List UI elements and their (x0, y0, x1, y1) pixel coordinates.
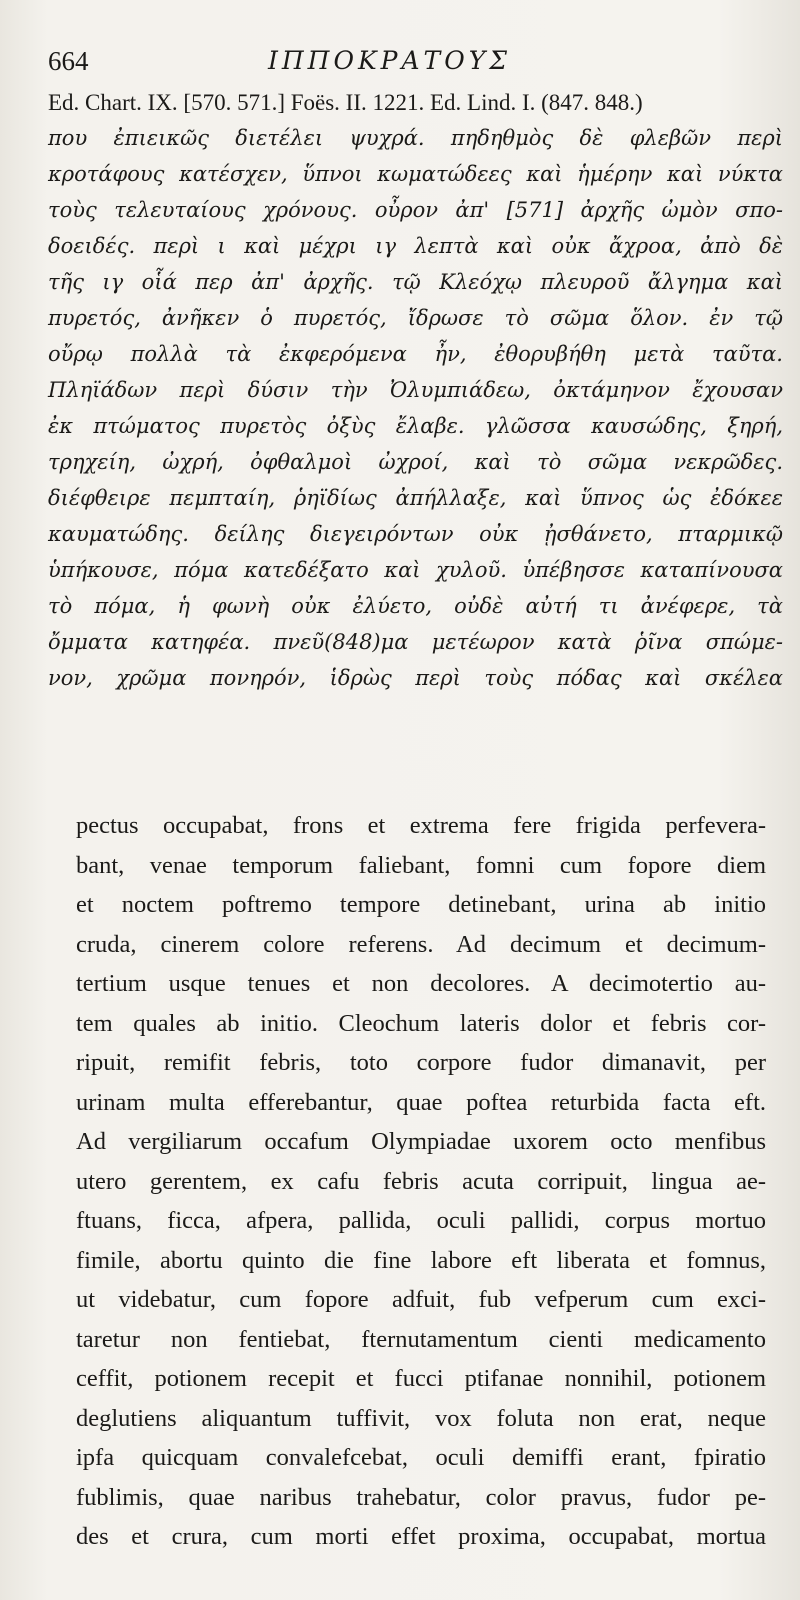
greek-line: τῆς ιγ οἷά περ ἀπ' ἀρχῆς. τῷ Κλεόχῳ πλευροῦ ἄλγημα καὶ (48, 270, 783, 294)
latin-line: tem quales ab initio. Cleochum lateris dolor et febris cor- (76, 1009, 766, 1037)
latin-line: ripuit, remifit febris, toto corpore fudor dimanavit, per (76, 1049, 766, 1076)
greek-line: ὑπήκουσε, πόμα κατεδέξατο καὶ χυλοῦ. ὑπέβησσε καταπίνουσα (48, 558, 783, 582)
latin-line: urinam multa efferebantur, quae poftea returbida facta eft. (76, 1088, 766, 1116)
running-title: ΙΠΠΟΚΡΑΤΟΥΣ (268, 46, 511, 75)
latin-line: utero gerentem, ex cafu febris acuta corripuit, lingua ae- (76, 1167, 766, 1195)
latin-translation-block (76, 806, 766, 1557)
greek-line: τὸ πόμα, ἡ φωνὴ οὐκ ἐλύετο, οὐδὲ αὐτή τι ἀνέφερε, τὰ (48, 594, 783, 618)
latin-line: des et crura, cum morti effet proxima, occupabat, mortua (76, 1523, 766, 1550)
latin-line: taretur non fentiebat, fternutamentum cienti medicamento (76, 1325, 766, 1353)
latin-line: ut videbatur, cum fopore adfuit, fub vefperum cum exci- (76, 1286, 766, 1313)
greek-line: ἐκ πτώματος πυρετὸς ὀξὺς ἔλαβε. γλῶσσα καυσώδης, ξηρή, (48, 414, 783, 438)
greek-line: νον, χρῶμα πονηρόν, ἱδρὼς περὶ τοὺς πόδας καὶ σκέλεα (48, 666, 783, 690)
greek-line: τοὺς τελευταίους χρόνους. οὖρον ἀπ' [571] ἀρχῆς ὠμὸν σπο- (48, 198, 783, 222)
latin-line: ipfa quicquam convalefcebat, oculi demiffi erant, fpiratio (76, 1444, 766, 1471)
greek-line: τρηχείη, ὠχρή, ὀφθαλμοὶ ὠχροί, καὶ τὸ σῶμα νεκρῶδες. (48, 450, 783, 474)
greek-line: καυματώδης. δείλης διεγειρόντων οὐκ ᾐσθάνετο, πταρμικῷ (48, 522, 783, 546)
latin-line: bant, venae temporum faliebant, fomni cum fopore diem (76, 851, 766, 879)
latin-line: deglutiens aliquantum tuffivit, vox foluta non erat, neque (76, 1404, 766, 1432)
edition-reference-line: Ed. Chart. IX. [570. 571.] Foës. II. 1221. Ed. Lind. I. (847. 848.) (48, 90, 643, 115)
greek-line: ὄμματα κατηφέα. πνεῦ(848)μα μετέωρον κατὰ ῥῖνα σπώμε- (48, 630, 783, 654)
greek-line: που ἐπιεικῶς διετέλει ψυχρά. πηδηθμὸς δὲ φλεβῶν περὶ (48, 126, 783, 150)
latin-line: ceffit, potionem recepit et fucci ptifanae nonnihil, potionem (76, 1365, 766, 1392)
greek-line: κροτάφους κατέσχεν, ὕπνοι κωματώδεες καὶ ἡμέρην καὶ νύκτα (48, 162, 783, 186)
greek-line: Πληϊάδων περὶ δύσιν τὴν Ὀλυμπιάδεω, ὀκτάμηνον ἔχουσαν (48, 378, 783, 402)
latin-line: et noctem poftremo tempore detinebant, urina ab initio (76, 891, 766, 918)
greek-line: διέφθειρε πεμπταίη, ῥηϊδίως ἀπήλλαξε, καὶ ὕπνος ὡς ἐδόκεε (48, 486, 783, 510)
greek-text-block (48, 120, 783, 696)
latin-line: pectus occupabat, frons et extrema fere frigida perfevera- (76, 812, 766, 839)
greek-line: πυρετός, ἀνῆκεν ὁ πυρετός, ἴδρωσε τὸ σῶμα ὅλον. ἐν τῷ (48, 306, 783, 330)
greek-line: οὔρῳ πολλὰ τὰ ἐκφερόμενα ἦν, ἐθορυβήθη μετὰ ταῦτα. (48, 342, 783, 366)
page-header (48, 38, 688, 78)
latin-line: tertium usque tenues et non decolores. A decimotertio au- (76, 970, 766, 997)
latin-line: ftuans, ficca, afpera, pallida, oculi pallidi, corpus mortuo (76, 1207, 766, 1234)
latin-line: fublimis, quae naribus trahebatur, color pravus, fudor pe- (76, 1483, 766, 1511)
latin-line: Ad vergiliarum occafum Olympiadae uxorem octo menfibus (76, 1128, 766, 1155)
greek-line: δοειδές. περὶ ι καὶ μέχρι ιγ λεπτὰ καὶ οὐκ ἄχροα, ἀπὸ δὲ (48, 234, 783, 258)
page-number: 664 (48, 46, 89, 76)
latin-line: fimile, abortu quinto die fine labore eft liberata et fomnus, (76, 1246, 766, 1274)
latin-line: cruda, cinerem colore referens. Ad decimum et decimum- (76, 930, 766, 958)
